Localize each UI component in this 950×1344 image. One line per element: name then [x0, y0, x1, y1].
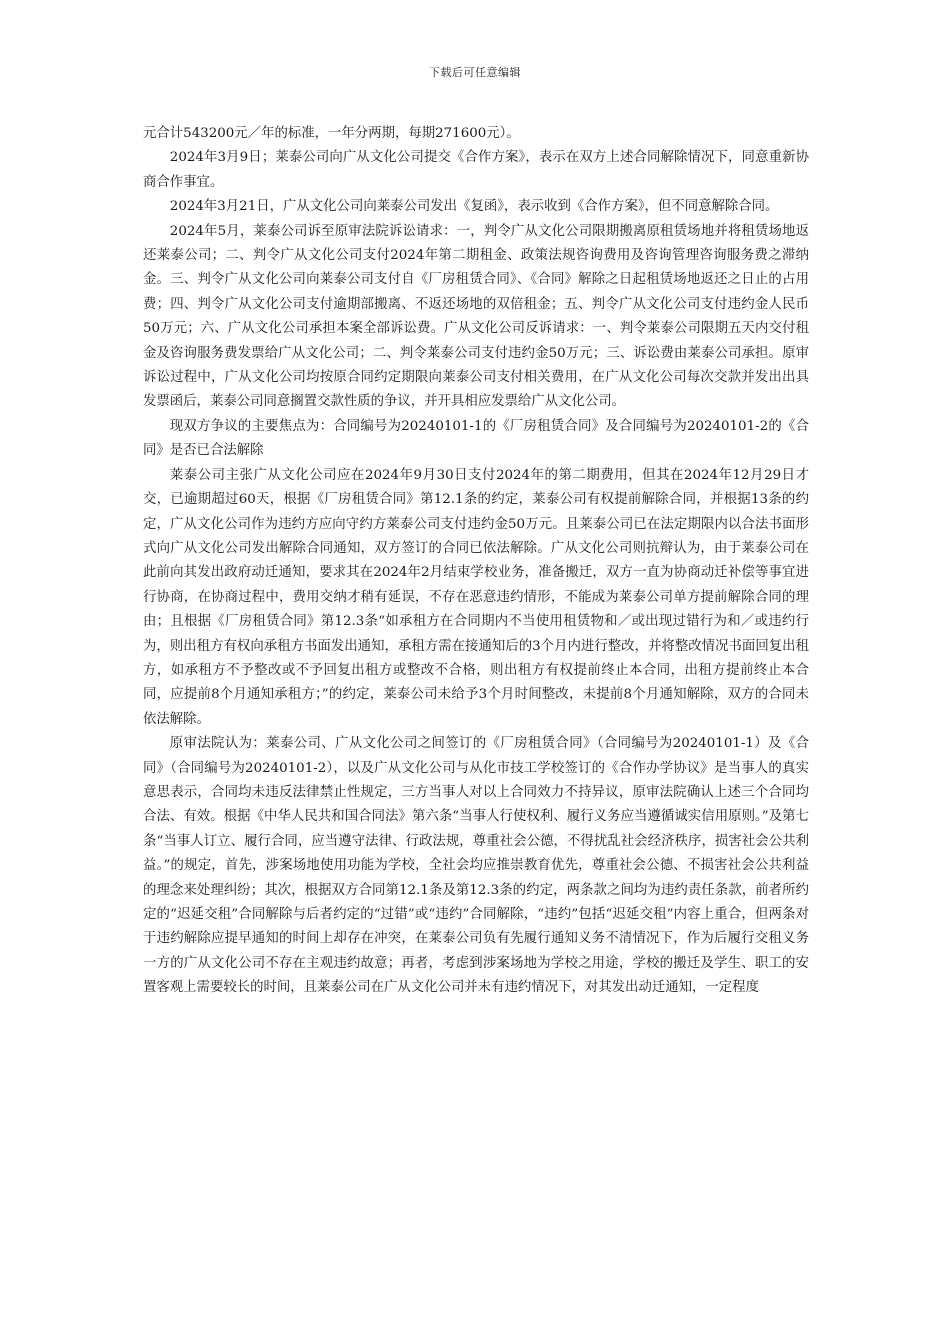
paragraph-4: 2024年5月，莱泰公司诉至原审法院诉讼请求：一，判令广从文化公司限期搬离原租赁场地并将租赁场地返还莱泰公司；二、判令广从文化公司支付2024年第二期租金、政策法规咨询费用及咨询管理咨询服务费之滞纳金。三、判令广从文化公司向莱泰公司支付自《厂房租赁合同》、《合同》解除之日起租赁场地返还之日止的占用费；四、判令广从文化公司支付逾期部搬离、不返还场地的双倍租金；五、判令广从文化公司支付违约金人民币50万元；六、广从文化公司承担本案全部诉讼费。广从文化公司反诉请求：一、判令莱泰公司限期五天内交付租金及咨询服务费发票给广从文化公司；二、判令莱泰公司支付违约金50万元；三、诉讼费由莱泰公司承担。原审诉讼过程中，广从文化公司均按原合同约定期限向莱泰公司支付相关费用，在广从文化公司每次交款并发出出具发票函后，莱泰公司同意搁置交款性质的争议，并开具相应发票给广从文化公司。: [143, 223, 809, 410]
paragraph-2: 2024年3月9日；莱泰公司向广从文化公司提交《合作方案》，表示在双方上述合同解除情况下，同意重新协商合作事宜。: [143, 150, 809, 190]
paragraph-6: 莱泰公司主张广从文化公司应在2024年9月30日支付2024年的第二期费用，但其在2024年12月29日才交，已逾期超过60天，根据《厂房租赁合同》第12.1条的约定，莱泰公司有权提前解除合同，并根据13条的约定，广从文化公司作为违约方应向守约方莱泰公司支付违约金50万元。且莱泰公司已在法定期限内以合法书面形式向广从文化公司发出解除合同通知，双方签订的合同已依法解除。广从文化公司则抗辩认为，由于莱泰公司在此前向其发出政府动迁通知，要求其在2024年2月结束学校业务，准备搬迁，双方一直为协商动迁补偿等事宜进行协商，在协商过程中，费用交纳才稍有延误，不存在恶意违约情形，不能成为莱泰公司单方提前解除合同的理由；且根据《厂房租赁合同》第12.3条“如承租方在合同期内不当使用租赁物和／或出现过错行为和／或违约行为，则出租方有权向承租方书面发出通知，承租方需在接通知后的3个月内进行整改，并将整改情况书面回复出租方，如承租方不予整改或不予回复出租方或整改不合格，则出租方有权提前终止本合同，出租方提前终止本合同，应提前8个月通知承租方；”的约定，莱泰公司未给予3个月时间整改，未提前8个月通知解除，双方的合同未依法解除。: [143, 467, 809, 727]
page-header: 下载后可任意编辑: [429, 66, 521, 79]
paragraph-5: 现双方争议的主要焦点为：合同编号为20240101-1的《厂房租赁合同》及合同编号为20240101-2的《合同》是否已合法解除: [143, 418, 809, 459]
document-body: [143, 122, 809, 1001]
paragraph-7: 原审法院认为：莱泰公司、广从文化公司之间签订的《厂房租赁合同》（合同编号为20240101-1）及《合同》（合同编号为20240101-2），以及广从文化公司与从化市技工学校签订的《合作办学协议》是当事人的真实意思表示，合同均未违反法律禁止性规定，三方当事人对以上合同效力不持异议，原审法院确认上述三个合同均合法、有效。根据《中华人民共和国合同法》第六条“当事人行使权利、履行义务应当遵循诚实信用原则。”及第七条“当事人订立、履行合同，应当遵守法律、行政法规，尊重社会公德，不得扰乱社会经济秩序，损害社会公共利益。”的规定，首先，涉案场地使用功能为学校，全社会均应推崇教育优先，尊重社会公德、不损害社会公共利益的理念来处理纠纷；其次，根据双方合同第12.1条及第12.3条的约定，两条款之间均为违约责任条款，前者所约定的“迟延交租”合同解除与后者约定的“过错”或“违约”合同解除，“违约”包括“迟延交租”内容上重合，但两条对于违约解除应提早通知的时间上却存在冲突，在莱泰公司负有先履行通知义务不清情况下，作为后履行交租义务一方的广从文化公司不存在主观违约故意；再者，考虑到涉案场地为学校之用途，学校的搬迁及学生、职工的安置客观上需要较长的时间，且莱泰公司在广从文化公司并未有违约情况下，对其发出动迁通知，一定程度: [143, 736, 809, 996]
paragraph-3: 2024年3月21日，广从文化公司向莱泰公司发出《复函》，表示收到《合作方案》，但不同意解除合同。: [169, 199, 779, 215]
paragraph-1: 元合计543200元／年的标准，一年分两期，每期271600元）。: [143, 126, 520, 141]
